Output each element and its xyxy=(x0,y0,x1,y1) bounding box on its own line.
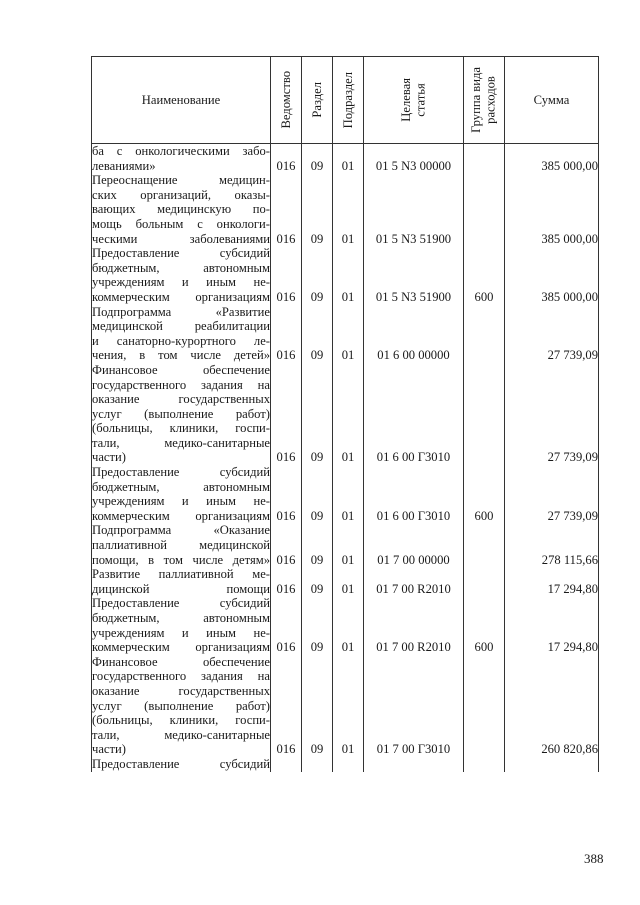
row-subsection: 01 xyxy=(333,305,364,363)
row-target-item: 01 7 00 R2010 xyxy=(364,596,464,654)
row-name-line: медицинской реабилитации xyxy=(92,319,270,334)
table-row xyxy=(92,757,599,772)
row-name-line: Предоставление субсидий xyxy=(92,596,270,611)
table-row xyxy=(92,363,599,465)
table-body xyxy=(92,144,599,772)
row-name-line: коммерческим организациям xyxy=(92,640,270,655)
row-department: 016 xyxy=(271,363,302,465)
row-name xyxy=(92,523,271,567)
row-name-line: коммерческим организациям xyxy=(92,508,270,523)
row-subsection: 01 xyxy=(333,173,364,246)
row-name-line: Переоснащение медицин- xyxy=(92,173,270,188)
row-name-line: услуг (выполнение работ) xyxy=(92,406,270,421)
row-name xyxy=(92,173,271,246)
row-department: 016 xyxy=(271,465,302,523)
row-target-item: 01 7 00 Г3010 xyxy=(364,655,464,757)
row-name-line: услуг (выполнение работ) xyxy=(92,698,270,713)
row-target-item: 01 7 00 R2010 xyxy=(364,567,464,596)
row-subsection xyxy=(333,757,364,772)
row-subsection: 01 xyxy=(333,246,364,304)
row-target-item: 01 6 00 Г3010 xyxy=(364,363,464,465)
row-target-item: 01 7 00 00000 xyxy=(364,523,464,567)
row-target-item: 01 5 N3 51900 xyxy=(364,246,464,304)
row-amount: 17 294,80 xyxy=(505,567,599,596)
row-name-line: (больницы, клиники, госпи- xyxy=(92,713,270,728)
row-name-line: государственного задания на xyxy=(92,377,270,392)
row-subsection: 01 xyxy=(333,567,364,596)
row-name xyxy=(92,567,271,596)
budget-table xyxy=(91,56,599,772)
header-department-label: Ведомство xyxy=(278,71,293,129)
header-department xyxy=(271,57,302,144)
row-section: 09 xyxy=(302,523,333,567)
header-name: Наименование xyxy=(92,57,271,144)
row-target-item: 01 5 N3 00000 xyxy=(364,144,464,174)
row-name-line: части) xyxy=(92,742,126,757)
row-section: 09 xyxy=(302,596,333,654)
row-name xyxy=(92,596,271,654)
row-name-line: тали, медико-санитарные xyxy=(92,727,270,742)
row-name-line: части) xyxy=(92,450,126,465)
header-section-label: Раздел xyxy=(309,82,324,118)
table-row xyxy=(92,655,599,757)
row-subsection: 01 xyxy=(333,596,364,654)
row-name xyxy=(92,363,271,465)
row-name-line: мощь больным с онкологи- xyxy=(92,216,270,231)
row-target-item: 01 6 00 00000 xyxy=(364,305,464,363)
row-amount: 260 820,86 xyxy=(505,655,599,757)
header-subsection xyxy=(333,57,364,144)
row-name-line: учреждениям и иным не- xyxy=(92,275,270,290)
row-department: 016 xyxy=(271,144,302,174)
row-amount: 385 000,00 xyxy=(505,246,599,304)
row-department: 016 xyxy=(271,246,302,304)
row-name-line: Подпрограмма «Развитие xyxy=(92,304,270,319)
row-expense-group xyxy=(464,144,505,174)
table-row xyxy=(92,305,599,363)
row-name-line: бюджетным, автономным xyxy=(92,260,270,275)
row-section: 09 xyxy=(302,246,333,304)
row-subsection: 01 xyxy=(333,363,364,465)
row-target-item: 01 5 N3 51900 xyxy=(364,173,464,246)
row-name-line: чения, в том числе детей» xyxy=(92,348,270,363)
row-expense-group: 600 xyxy=(464,596,505,654)
row-target-item xyxy=(364,757,464,772)
header-subsection-label: Подраздел xyxy=(340,71,355,129)
header-group-line-2: расходов xyxy=(484,76,498,124)
row-name-line: Предоставление субсидий xyxy=(92,246,270,261)
row-amount: 278 115,66 xyxy=(505,523,599,567)
row-department xyxy=(271,757,302,772)
row-name-line: Финансовое обеспечение xyxy=(92,654,270,669)
row-subsection: 01 xyxy=(333,655,364,757)
row-expense-group: 600 xyxy=(464,465,505,523)
row-expense-group xyxy=(464,523,505,567)
row-section: 09 xyxy=(302,173,333,246)
row-name-line: леваниями» xyxy=(92,158,156,173)
row-department: 016 xyxy=(271,173,302,246)
row-expense-group: 600 xyxy=(464,246,505,304)
header-target-line-2: статья xyxy=(413,83,428,117)
header-expense-group xyxy=(464,57,505,144)
row-name-line: учреждениям и иным не- xyxy=(92,494,270,509)
table-row xyxy=(92,596,599,654)
row-subsection: 01 xyxy=(333,144,364,174)
row-name-line: ба с онкологическими забо- xyxy=(92,144,270,158)
row-department: 016 xyxy=(271,523,302,567)
row-name xyxy=(92,655,271,757)
row-name xyxy=(92,144,271,174)
row-name-line: ческими заболеваниями xyxy=(92,231,270,246)
row-subsection: 01 xyxy=(333,465,364,523)
row-department: 016 xyxy=(271,567,302,596)
row-expense-group xyxy=(464,173,505,246)
row-section: 09 xyxy=(302,144,333,174)
row-amount: 27 739,09 xyxy=(505,465,599,523)
row-section: 09 xyxy=(302,567,333,596)
row-expense-group xyxy=(464,305,505,363)
row-name xyxy=(92,246,271,304)
row-name-line: оказание государственных xyxy=(92,683,270,698)
header-section xyxy=(302,57,333,144)
row-amount: 17 294,80 xyxy=(505,596,599,654)
row-department: 016 xyxy=(271,596,302,654)
row-name-line: государственного задания на xyxy=(92,669,270,684)
row-name-line: учреждениям и иным не- xyxy=(92,625,270,640)
table-row xyxy=(92,567,599,596)
row-name-line: вающих медицинскую по- xyxy=(92,202,270,217)
row-amount: 27 739,09 xyxy=(505,305,599,363)
row-name-line: и санаторно-курортного ле- xyxy=(92,333,270,348)
row-expense-group xyxy=(464,567,505,596)
row-section xyxy=(302,757,333,772)
row-name-line: (больницы, клиники, госпи- xyxy=(92,421,270,436)
row-name-line: Развитие паллиативной ме- xyxy=(92,567,270,582)
row-name xyxy=(92,305,271,363)
row-subsection: 01 xyxy=(333,523,364,567)
table-row xyxy=(92,465,599,523)
header-target-item xyxy=(364,57,464,144)
row-name-line: Подпрограмма «Оказание xyxy=(92,523,270,538)
header-amount: Сумма xyxy=(505,57,599,144)
row-name-line: оказание государственных xyxy=(92,392,270,407)
header-target-line-1: Целевая xyxy=(398,78,413,122)
row-amount: 385 000,00 xyxy=(505,173,599,246)
table-row xyxy=(92,173,599,246)
header-group-line-1: Группа вида xyxy=(469,67,484,133)
table-row xyxy=(92,246,599,304)
row-department: 016 xyxy=(271,655,302,757)
row-name xyxy=(92,757,271,772)
page-number: 388 xyxy=(584,851,604,866)
row-section: 09 xyxy=(302,465,333,523)
row-section: 09 xyxy=(302,655,333,757)
row-name-line: Предоставление субсидий xyxy=(92,756,270,771)
row-name-line: Предоставление субсидий xyxy=(92,465,270,480)
row-name-line: бюджетным, автономным xyxy=(92,479,270,494)
row-amount: 27 739,09 xyxy=(505,363,599,465)
row-expense-group xyxy=(464,757,505,772)
row-expense-group xyxy=(464,655,505,757)
row-name-line: ских организаций, оказы- xyxy=(92,187,270,202)
row-name-line: паллиативной медицинской xyxy=(92,538,270,553)
row-section: 09 xyxy=(302,363,333,465)
table-row xyxy=(92,523,599,567)
row-section: 09 xyxy=(302,305,333,363)
row-department: 016 xyxy=(271,305,302,363)
row-name-line: дицинской помощи xyxy=(92,581,270,596)
row-name-line: Финансовое обеспечение xyxy=(92,362,270,377)
row-name xyxy=(92,465,271,523)
row-target-item: 01 6 00 Г3010 xyxy=(364,465,464,523)
row-amount: 385 000,00 xyxy=(505,144,599,174)
row-amount xyxy=(505,757,599,772)
row-name-line: коммерческим организациям xyxy=(92,289,270,304)
row-name-line: бюджетным, автономным xyxy=(92,611,270,625)
row-expense-group xyxy=(464,363,505,465)
table-header-row xyxy=(92,57,599,144)
table-row xyxy=(92,144,599,174)
row-name-line: помощи, в том числе детям» xyxy=(92,552,270,567)
row-name-line: тали, медико-санитарные xyxy=(92,435,270,450)
